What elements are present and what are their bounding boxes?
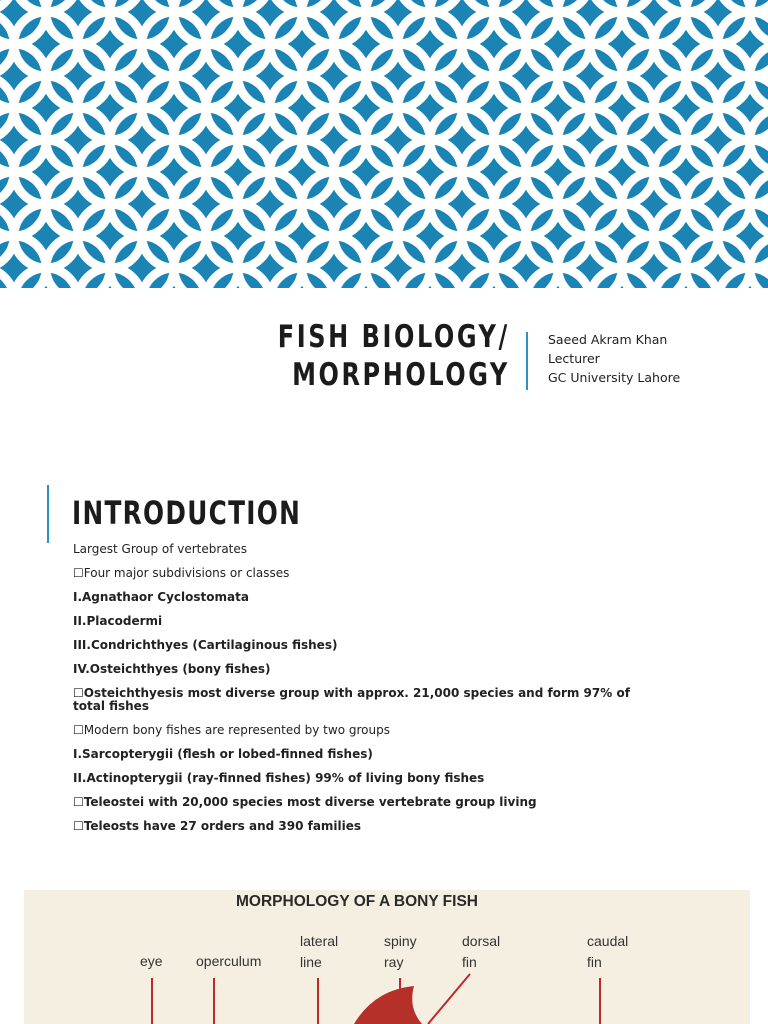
title-divider xyxy=(526,332,528,390)
intro-line: Largest Group of vertebrates xyxy=(73,542,248,556)
title-section xyxy=(0,318,768,418)
label-ray: ray xyxy=(384,954,404,970)
label-eye: eye xyxy=(140,953,163,969)
author-institution: GC University Lahore xyxy=(548,370,681,385)
fish-diagram xyxy=(24,890,750,1024)
intro-accent-bar xyxy=(47,485,49,543)
label-spiny: spiny xyxy=(384,933,417,949)
intro-heading: INTRODUCTION xyxy=(72,494,302,532)
pattern-banner xyxy=(0,0,768,288)
intro-line: I.Sarcopterygii (flesh or lobed-finned fishes) xyxy=(73,747,373,761)
intro-line: II.Placodermi xyxy=(73,614,163,628)
author-info xyxy=(548,330,680,387)
intro-line: I.Agnathaor Cyclostomata xyxy=(73,590,249,604)
intro-line: ☐Osteichthyesis most diverse group with approx. 21,000 species and form 97% of total fishes xyxy=(73,686,630,713)
pointer-dorsal-fin xyxy=(428,974,470,1024)
intro-line: IV.Osteichthyes (bony fishes) xyxy=(73,662,271,676)
intro-line: ☐Teleosts have 27 orders and 390 families xyxy=(73,819,362,833)
dorsal-fin-shape xyxy=(354,986,422,1024)
circle-pattern-graphic xyxy=(0,0,768,288)
label-line: line xyxy=(300,954,322,970)
figure-title: MORPHOLOGY OF A BONY FISH xyxy=(236,893,478,910)
label-dorsal-fin: fin xyxy=(462,954,477,970)
intro-line: ☐Four major subdivisions or classes xyxy=(73,566,290,580)
author-role: Lecturer xyxy=(548,351,600,366)
author-name: Saeed Akram Khan xyxy=(548,332,668,347)
intro-list xyxy=(73,539,663,840)
slide-title xyxy=(278,318,510,394)
label-lateral: lateral xyxy=(300,933,339,949)
title-line-2: MORPHOLOGY xyxy=(292,357,510,393)
label-operculum: operculum xyxy=(196,953,262,969)
label-dorsal: dorsal xyxy=(462,933,501,949)
intro-line: ☐Modern bony fishes are represented by two groups xyxy=(73,723,390,737)
label-caudal: caudal xyxy=(587,933,629,949)
intro-line: III.Condrichthyes (Cartilaginous fishes) xyxy=(73,638,338,652)
intro-line: ☐Teleostei with 20,000 species most diverse vertebrate group living xyxy=(73,795,537,809)
title-line-1: FISH BIOLOGY/ xyxy=(277,319,510,355)
fish-morphology-figure xyxy=(24,890,750,1024)
intro-line: II.Actinopterygii (ray-finned fishes) 99% of living bony fishes xyxy=(73,771,485,785)
label-caudal-fin: fin xyxy=(587,954,602,970)
